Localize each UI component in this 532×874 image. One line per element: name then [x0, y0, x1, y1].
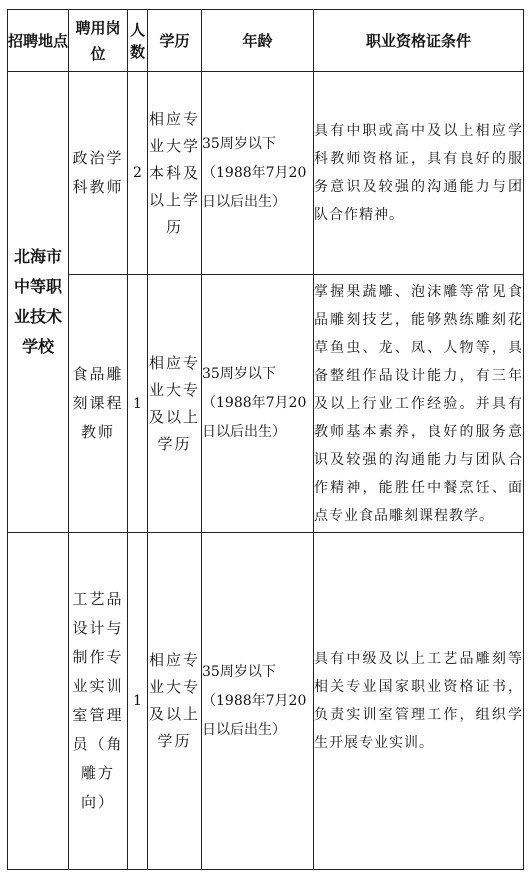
header-location: 招聘地点 [8, 10, 69, 72]
requirements-cell: 掌握果蔬雕、泡沫雕等常见食品雕刻技艺，能够熟练雕刻花草鱼虫、龙、凤、人物等，具备整组作品设计能力，有三年及以上行业工作经验。并具有教师基本素养，良好的服务意识及较强的沟通能力与团队合作精神，能胜任中餐烹饪、面点专业食品雕刻课程教学。 [314, 275, 524, 533]
count-cell: 1 [128, 533, 148, 870]
age-cell: 35周岁以下（1988年7月20日以后出生） [202, 533, 314, 870]
location-cell-empty [8, 533, 69, 870]
header-requirements: 职业资格证条件 [314, 10, 524, 72]
requirements-cell: 具有中级及以上工艺品雕刻等相关专业国家职业资格证书，负责实训室管理工作，组织学生开展专业实训。 [314, 533, 524, 870]
location-cell: 北海市中等职业技术学校 [8, 72, 69, 533]
recruitment-table [7, 9, 524, 870]
requirements-cell: 具有中职或高中及以上相应学科教师资格证，具有良好的服务意识及较强的沟通能力与团队合作精神。 [314, 72, 524, 275]
header-age: 年龄 [202, 10, 314, 72]
table-row [8, 275, 524, 533]
position-cell: 政治学科教师 [69, 72, 128, 275]
table-row [8, 72, 524, 275]
header-position: 聘用岗位 [69, 10, 128, 72]
table-header-row [8, 10, 524, 72]
count-cell: 2 [128, 72, 148, 275]
education-cell: 相应专业大学本科及以上学历 [148, 72, 202, 275]
education-cell: 相应专业大专及以上学历 [148, 533, 202, 870]
age-cell: 35周岁以下（1988年7月20日以后出生） [202, 72, 314, 275]
position-cell: 工艺品设计与制作专业实训室管理员（角雕方向） [69, 533, 128, 870]
header-count: 人数 [128, 10, 148, 72]
header-education: 学历 [148, 10, 202, 72]
count-cell: 1 [128, 275, 148, 533]
table-row [8, 533, 524, 870]
age-cell: 35周岁以下（1988年7月20日以后出生） [202, 275, 314, 533]
position-cell: 食品雕刻课程教师 [69, 275, 128, 533]
education-cell: 相应专业大专及以上学历 [148, 275, 202, 533]
